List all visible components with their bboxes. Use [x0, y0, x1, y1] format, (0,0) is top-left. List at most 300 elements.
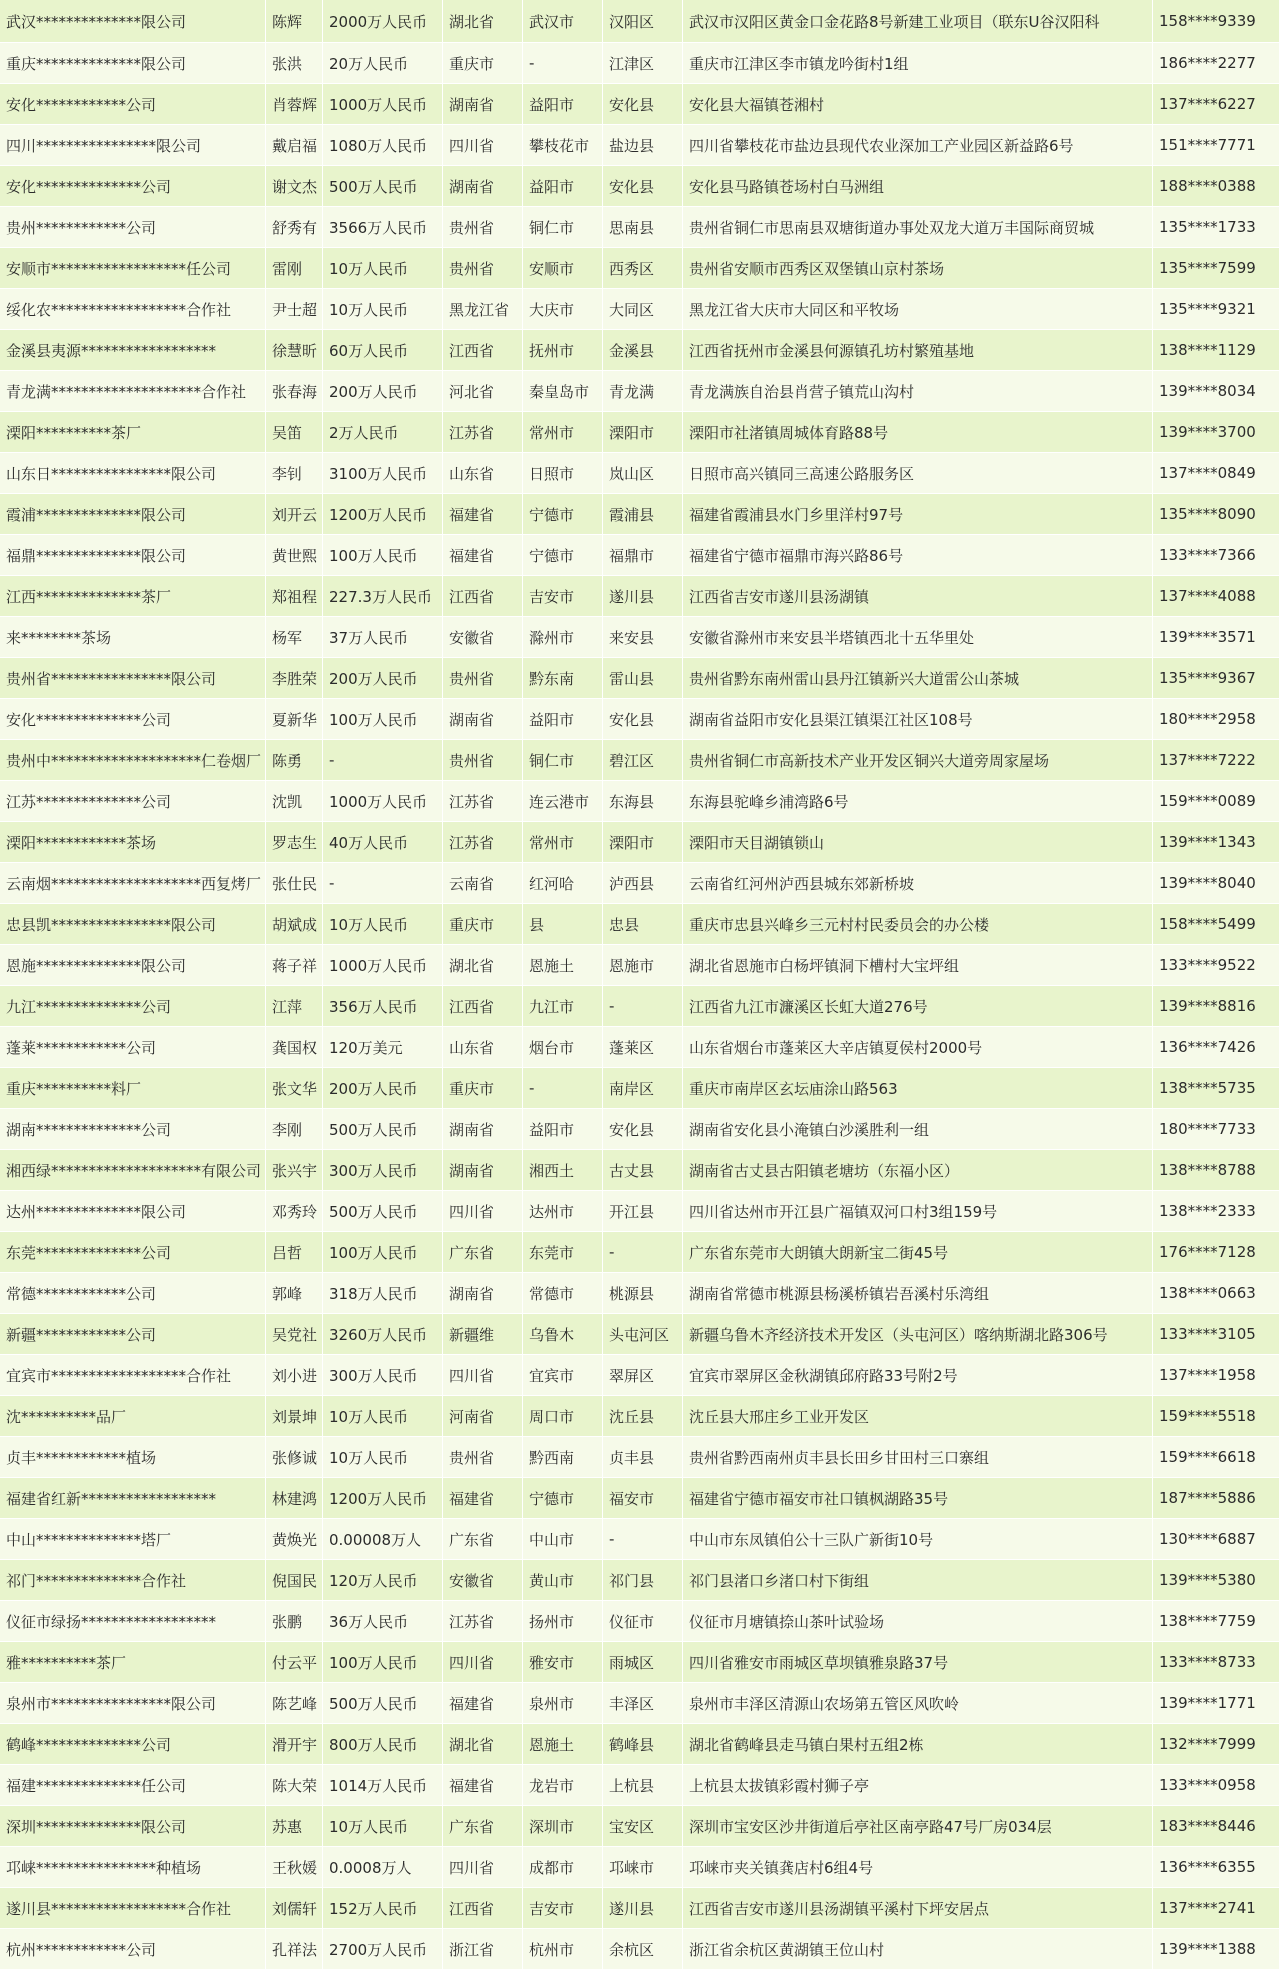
province-cell: 贵州省 — [443, 740, 523, 781]
phone-cell: 139****8816 — [1153, 986, 1280, 1027]
legal-person-cell: 张修诚 — [266, 1437, 323, 1478]
phone-cell: 137****6227 — [1153, 84, 1280, 125]
province-cell: 贵州省 — [443, 1437, 523, 1478]
district-cell: 遂川县 — [603, 576, 683, 617]
legal-person-cell: 林建鸿 — [266, 1478, 323, 1519]
district-cell: 泸西县 — [603, 863, 683, 904]
district-cell: 溧阳市 — [603, 412, 683, 453]
company-name-cell: 达州**************限公司 — [0, 1191, 266, 1232]
table-row — [0, 1068, 1280, 1109]
address-cell: 福建省宁德市福安市社口镇枫湖路35号 — [683, 1478, 1153, 1519]
address-cell: 贵州省黔西南州贞丰县长田乡甘田村三口寨组 — [683, 1437, 1153, 1478]
legal-person-cell: 罗志生 — [266, 822, 323, 863]
company-name-cell: 安顺市******************任公司 — [0, 248, 266, 289]
city-cell: 恩施土 — [523, 945, 603, 986]
district-cell: 宝安区 — [603, 1806, 683, 1847]
table-row — [0, 904, 1280, 945]
city-cell: 龙岩市 — [523, 1765, 603, 1806]
company-name-cell: 恩施**************限公司 — [0, 945, 266, 986]
company-name-cell: 来********茶场 — [0, 617, 266, 658]
province-cell: 四川省 — [443, 1355, 523, 1396]
district-cell: 岚山区 — [603, 453, 683, 494]
district-cell: 西秀区 — [603, 248, 683, 289]
address-cell: 贵州省铜仁市高新技术产业开发区铜兴大道旁周家屋场 — [683, 740, 1153, 781]
address-cell: 湖南省古丈县古阳镇老塘坊（东福小区） — [683, 1150, 1153, 1191]
table-row — [0, 453, 1280, 494]
province-cell: 新疆维 — [443, 1314, 523, 1355]
company-name-cell: 泉州市****************限公司 — [0, 1683, 266, 1724]
address-cell: 广东省东莞市大朗镇大朗新宝二街45号 — [683, 1232, 1153, 1273]
legal-person-cell: 刘开云 — [266, 494, 323, 535]
registered-capital-cell: 0.00008万人 — [323, 1519, 443, 1560]
phone-cell: 137****2741 — [1153, 1888, 1280, 1929]
registered-capital-cell: 1200万人民币 — [323, 1478, 443, 1519]
table-row — [0, 986, 1280, 1027]
table-row — [0, 699, 1280, 740]
table-row — [0, 1437, 1280, 1478]
company-name-cell: 祁门**************合作社 — [0, 1560, 266, 1601]
table-row — [0, 1396, 1280, 1437]
province-cell: 湖南省 — [443, 1273, 523, 1314]
phone-cell: 188****0388 — [1153, 166, 1280, 207]
phone-cell: 137****7222 — [1153, 740, 1280, 781]
phone-cell: 139****1771 — [1153, 1683, 1280, 1724]
district-cell: 大同区 — [603, 289, 683, 330]
district-cell: 沈丘县 — [603, 1396, 683, 1437]
registered-capital-cell: 60万人民币 — [323, 330, 443, 371]
province-cell: 河北省 — [443, 371, 523, 412]
phone-cell: 139****8040 — [1153, 863, 1280, 904]
address-cell: 重庆市南岸区玄坛庙涂山路563 — [683, 1068, 1153, 1109]
registered-capital-cell: 800万人民币 — [323, 1724, 443, 1765]
registered-capital-cell: 356万人民币 — [323, 986, 443, 1027]
district-cell: 碧江区 — [603, 740, 683, 781]
table-row — [0, 658, 1280, 699]
city-cell: 常州市 — [523, 412, 603, 453]
registered-capital-cell: 1080万人民币 — [323, 125, 443, 166]
province-cell: 贵州省 — [443, 207, 523, 248]
company-name-cell: 东莞**************公司 — [0, 1232, 266, 1273]
registered-capital-cell: 300万人民币 — [323, 1355, 443, 1396]
table-row — [0, 535, 1280, 576]
province-cell: 江西省 — [443, 330, 523, 371]
table-row — [0, 125, 1280, 166]
legal-person-cell: 戴启福 — [266, 125, 323, 166]
registered-capital-cell: 10万人民币 — [323, 289, 443, 330]
province-cell: 山东省 — [443, 453, 523, 494]
table-row — [0, 289, 1280, 330]
district-cell: 安化县 — [603, 84, 683, 125]
phone-cell: 180****7733 — [1153, 1109, 1280, 1150]
address-cell: 重庆市江津区李市镇龙吟街村1组 — [683, 43, 1153, 84]
province-cell: 浙江省 — [443, 1929, 523, 1970]
phone-cell: 138****0663 — [1153, 1273, 1280, 1314]
company-name-cell: 武汉**************限公司 — [0, 0, 266, 43]
address-cell: 云南省红河州泸西县城东郊新桥坡 — [683, 863, 1153, 904]
city-cell: 大庆市 — [523, 289, 603, 330]
city-cell: 达州市 — [523, 1191, 603, 1232]
phone-cell: 138****5735 — [1153, 1068, 1280, 1109]
province-cell: 江西省 — [443, 986, 523, 1027]
legal-person-cell: 郭峰 — [266, 1273, 323, 1314]
city-cell: 益阳市 — [523, 699, 603, 740]
district-cell: 江津区 — [603, 43, 683, 84]
phone-cell: 135****7599 — [1153, 248, 1280, 289]
phone-cell: 180****2958 — [1153, 699, 1280, 740]
phone-cell: 130****6887 — [1153, 1519, 1280, 1560]
registered-capital-cell: 10万人民币 — [323, 904, 443, 945]
company-name-cell: 江苏**************公司 — [0, 781, 266, 822]
district-cell: 雨城区 — [603, 1642, 683, 1683]
company-name-cell: 山东日****************限公司 — [0, 453, 266, 494]
legal-person-cell: 陈大荣 — [266, 1765, 323, 1806]
legal-person-cell: 张兴宇 — [266, 1150, 323, 1191]
phone-cell: 139****3700 — [1153, 412, 1280, 453]
province-cell: 湖南省 — [443, 84, 523, 125]
company-name-cell: 江西**************茶厂 — [0, 576, 266, 617]
company-name-cell: 邛崃****************种植场 — [0, 1847, 266, 1888]
address-cell: 浙江省余杭区黄湖镇王位山村 — [683, 1929, 1153, 1970]
phone-cell: 133****7366 — [1153, 535, 1280, 576]
address-cell: 四川省攀枝花市盐边县现代农业深加工产业园区新益路6号 — [683, 125, 1153, 166]
phone-cell: 158****5499 — [1153, 904, 1280, 945]
address-cell: 新疆乌鲁木齐经济技术开发区（头屯河区）喀纳斯湖北路306号 — [683, 1314, 1153, 1355]
company-name-cell: 雅**********茶厂 — [0, 1642, 266, 1683]
district-cell: - — [603, 986, 683, 1027]
registered-capital-cell: 10万人民币 — [323, 1806, 443, 1847]
phone-cell: 135****9367 — [1153, 658, 1280, 699]
legal-person-cell: 刘景坤 — [266, 1396, 323, 1437]
company-name-cell: 贵州省****************限公司 — [0, 658, 266, 699]
company-name-cell: 宜宾市******************合作社 — [0, 1355, 266, 1396]
address-cell: 贵州省安顺市西秀区双堡镇山京村茶场 — [683, 248, 1153, 289]
table-row — [0, 822, 1280, 863]
registered-capital-cell: 1000万人民币 — [323, 84, 443, 125]
company-name-cell: 深圳**************限公司 — [0, 1806, 266, 1847]
company-name-cell: 湖南**************公司 — [0, 1109, 266, 1150]
phone-cell: 187****5886 — [1153, 1478, 1280, 1519]
phone-cell: 138****8788 — [1153, 1150, 1280, 1191]
address-cell: 上杭县太拔镇彩霞村狮子亭 — [683, 1765, 1153, 1806]
city-cell: 黄山市 — [523, 1560, 603, 1601]
address-cell: 福建省霞浦县水门乡里洋村97号 — [683, 494, 1153, 535]
legal-person-cell: 吴笛 — [266, 412, 323, 453]
legal-person-cell: 张春海 — [266, 371, 323, 412]
district-cell: 忠县 — [603, 904, 683, 945]
address-cell: 安徽省滁州市来安县半塔镇西北十五华里处 — [683, 617, 1153, 658]
company-name-cell: 蓬莱************公司 — [0, 1027, 266, 1068]
registered-capital-cell: 3100万人民币 — [323, 453, 443, 494]
company-name-cell: 忠县凯****************限公司 — [0, 904, 266, 945]
address-cell: 江西省吉安市遂川县汤湖镇平溪村下坪安居点 — [683, 1888, 1153, 1929]
phone-cell: 135****9321 — [1153, 289, 1280, 330]
province-cell: 广东省 — [443, 1232, 523, 1273]
address-cell: 邛崃市夹关镇龚店村6组4号 — [683, 1847, 1153, 1888]
legal-person-cell: 刘小进 — [266, 1355, 323, 1396]
legal-person-cell: 孔祥法 — [266, 1929, 323, 1970]
table-row — [0, 1355, 1280, 1396]
registered-capital-cell: 1200万人民币 — [323, 494, 443, 535]
table-row — [0, 1601, 1280, 1642]
address-cell: 东海县驼峰乡浦湾路6号 — [683, 781, 1153, 822]
legal-person-cell: 张仕民 — [266, 863, 323, 904]
registered-capital-cell: 500万人民币 — [323, 1683, 443, 1724]
table-row — [0, 945, 1280, 986]
registered-capital-cell: 2700万人民币 — [323, 1929, 443, 1970]
city-cell: 扬州市 — [523, 1601, 603, 1642]
city-cell: 深圳市 — [523, 1806, 603, 1847]
city-cell: 黔东南 — [523, 658, 603, 699]
registered-capital-cell: 500万人民币 — [323, 166, 443, 207]
address-cell: 武汉市汉阳区黄金口金花路8号新建工业项目（联东U谷汉阳科 — [683, 0, 1153, 43]
address-cell: 溧阳市天目湖镇锁山 — [683, 822, 1153, 863]
phone-cell: 138****2333 — [1153, 1191, 1280, 1232]
table-row — [0, 330, 1280, 371]
phone-cell: 136****6355 — [1153, 1847, 1280, 1888]
address-cell: 湖南省益阳市安化县渠江镇渠江社区108号 — [683, 699, 1153, 740]
phone-cell: 139****5380 — [1153, 1560, 1280, 1601]
legal-person-cell: 雷刚 — [266, 248, 323, 289]
district-cell: 盐边县 — [603, 125, 683, 166]
province-cell: 山东省 — [443, 1027, 523, 1068]
legal-person-cell: 倪国民 — [266, 1560, 323, 1601]
legal-person-cell: 谢文杰 — [266, 166, 323, 207]
legal-person-cell: 陈辉 — [266, 0, 323, 43]
phone-cell: 159****0089 — [1153, 781, 1280, 822]
district-cell: 邛崃市 — [603, 1847, 683, 1888]
table-row — [0, 248, 1280, 289]
city-cell: 泉州市 — [523, 1683, 603, 1724]
registered-capital-cell: 100万人民币 — [323, 1642, 443, 1683]
province-cell: 安徽省 — [443, 1560, 523, 1601]
province-cell: 福建省 — [443, 1478, 523, 1519]
legal-person-cell: 舒秀有 — [266, 207, 323, 248]
table-row — [0, 617, 1280, 658]
company-name-cell: 安化**************公司 — [0, 166, 266, 207]
legal-person-cell: 李刚 — [266, 1109, 323, 1150]
province-cell: 湖南省 — [443, 1109, 523, 1150]
registered-capital-cell: 3260万人民币 — [323, 1314, 443, 1355]
district-cell: 思南县 — [603, 207, 683, 248]
province-cell: 福建省 — [443, 535, 523, 576]
city-cell: 吉安市 — [523, 1888, 603, 1929]
legal-person-cell: 徐慧昕 — [266, 330, 323, 371]
registered-capital-cell: 200万人民币 — [323, 1068, 443, 1109]
registered-capital-cell: 10万人民币 — [323, 1396, 443, 1437]
district-cell: 祁门县 — [603, 1560, 683, 1601]
phone-cell: 136****7426 — [1153, 1027, 1280, 1068]
address-cell: 四川省达州市开江县广福镇双河口村3组159号 — [683, 1191, 1153, 1232]
district-cell: 桃源县 — [603, 1273, 683, 1314]
district-cell: 青龙满 — [603, 371, 683, 412]
district-cell: 开江县 — [603, 1191, 683, 1232]
legal-person-cell: 张鹏 — [266, 1601, 323, 1642]
city-cell: - — [523, 43, 603, 84]
city-cell: 中山市 — [523, 1519, 603, 1560]
province-cell: 江西省 — [443, 576, 523, 617]
city-cell: 攀枝花市 — [523, 125, 603, 166]
district-cell: 遂川县 — [603, 1888, 683, 1929]
address-cell: 中山市东凤镇伯公十三队广新街10号 — [683, 1519, 1153, 1560]
legal-person-cell: 江萍 — [266, 986, 323, 1027]
district-cell: 蓬莱区 — [603, 1027, 683, 1068]
province-cell: 云南省 — [443, 863, 523, 904]
registered-capital-cell: 100万人民币 — [323, 699, 443, 740]
company-name-cell: 新疆************公司 — [0, 1314, 266, 1355]
city-cell: 烟台市 — [523, 1027, 603, 1068]
legal-person-cell: 吴党社 — [266, 1314, 323, 1355]
province-cell: 湖北省 — [443, 0, 523, 43]
registered-capital-cell: 200万人民币 — [323, 658, 443, 699]
province-cell: 湖北省 — [443, 945, 523, 986]
city-cell: 益阳市 — [523, 1109, 603, 1150]
address-cell: 日照市高兴镇同三高速公路服务区 — [683, 453, 1153, 494]
phone-cell: 183****8446 — [1153, 1806, 1280, 1847]
phone-cell: 186****2277 — [1153, 43, 1280, 84]
table-row — [0, 1560, 1280, 1601]
province-cell: 湖南省 — [443, 166, 523, 207]
address-cell: 泉州市丰泽区清源山农场第五管区风吹岭 — [683, 1683, 1153, 1724]
district-cell: 福安市 — [603, 1478, 683, 1519]
address-cell: 江西省九江市濂溪区长虹大道276号 — [683, 986, 1153, 1027]
province-cell: 河南省 — [443, 1396, 523, 1437]
city-cell: 九江市 — [523, 986, 603, 1027]
district-cell: 南岸区 — [603, 1068, 683, 1109]
table-row — [0, 1478, 1280, 1519]
legal-person-cell: 尹士超 — [266, 289, 323, 330]
district-cell: 溧阳市 — [603, 822, 683, 863]
address-cell: 福建省宁德市福鼎市海兴路86号 — [683, 535, 1153, 576]
phone-cell: 139****1343 — [1153, 822, 1280, 863]
district-cell: 安化县 — [603, 166, 683, 207]
province-cell: 江苏省 — [443, 412, 523, 453]
city-cell: 湘西土 — [523, 1150, 603, 1191]
table-row — [0, 166, 1280, 207]
province-cell: 江西省 — [443, 1888, 523, 1929]
province-cell: 湖南省 — [443, 1150, 523, 1191]
province-cell: 福建省 — [443, 1683, 523, 1724]
city-cell: 雅安市 — [523, 1642, 603, 1683]
legal-person-cell: 李胜荣 — [266, 658, 323, 699]
province-cell: 重庆市 — [443, 904, 523, 945]
registered-capital-cell: 120万美元 — [323, 1027, 443, 1068]
address-cell: 贵州省铜仁市思南县双塘街道办事处双龙大道万丰国际商贸城 — [683, 207, 1153, 248]
table-row — [0, 371, 1280, 412]
company-name-cell: 杭州************公司 — [0, 1929, 266, 1970]
company-name-cell: 湘西绿********************有限公司 — [0, 1150, 266, 1191]
registered-capital-cell: 36万人民币 — [323, 1601, 443, 1642]
city-cell: 益阳市 — [523, 166, 603, 207]
company-name-cell: 云南烟********************西复烤厂 — [0, 863, 266, 904]
legal-person-cell: 王秋媛 — [266, 1847, 323, 1888]
district-cell: 安化县 — [603, 699, 683, 740]
legal-person-cell: 陈艺峰 — [266, 1683, 323, 1724]
legal-person-cell: 苏惠 — [266, 1806, 323, 1847]
city-cell: 铜仁市 — [523, 207, 603, 248]
province-cell: 四川省 — [443, 1191, 523, 1232]
city-cell: 县 — [523, 904, 603, 945]
phone-cell: 133****0958 — [1153, 1765, 1280, 1806]
city-cell: 常州市 — [523, 822, 603, 863]
city-cell: 乌鲁木 — [523, 1314, 603, 1355]
legal-person-cell: 邓秀玲 — [266, 1191, 323, 1232]
company-name-cell: 霞浦**************限公司 — [0, 494, 266, 535]
legal-person-cell: 滑开宇 — [266, 1724, 323, 1765]
address-cell: 四川省雅安市雨城区草坝镇雅泉路37号 — [683, 1642, 1153, 1683]
city-cell: 连云港市 — [523, 781, 603, 822]
city-cell: 红河哈 — [523, 863, 603, 904]
company-name-cell: 安化************公司 — [0, 84, 266, 125]
registered-capital-cell: 3566万人民币 — [323, 207, 443, 248]
phone-cell: 137****4088 — [1153, 576, 1280, 617]
province-cell: 四川省 — [443, 125, 523, 166]
legal-person-cell: 夏新华 — [266, 699, 323, 740]
registered-capital-cell: - — [323, 863, 443, 904]
city-cell: 宁德市 — [523, 535, 603, 576]
company-name-cell: 贵州************公司 — [0, 207, 266, 248]
registered-capital-cell: 10万人民币 — [323, 1437, 443, 1478]
district-cell: 上杭县 — [603, 1765, 683, 1806]
table-row — [0, 1642, 1280, 1683]
table-row — [0, 1273, 1280, 1314]
city-cell: 吉安市 — [523, 576, 603, 617]
city-cell: 铜仁市 — [523, 740, 603, 781]
city-cell: 恩施土 — [523, 1724, 603, 1765]
legal-person-cell: 陈勇 — [266, 740, 323, 781]
province-cell: 江苏省 — [443, 781, 523, 822]
city-cell: 武汉市 — [523, 0, 603, 43]
phone-cell: 133****3105 — [1153, 1314, 1280, 1355]
city-cell: 宁德市 — [523, 494, 603, 535]
phone-cell: 158****9339 — [1153, 0, 1280, 43]
phone-cell: 151****7771 — [1153, 125, 1280, 166]
address-cell: 仪征市月塘镇捺山茶叶试验场 — [683, 1601, 1153, 1642]
district-cell: 贞丰县 — [603, 1437, 683, 1478]
registered-capital-cell: 10万人民币 — [323, 248, 443, 289]
district-cell: 来安县 — [603, 617, 683, 658]
address-cell: 贵州省黔东南州雷山县丹江镇新兴大道雷公山茶城 — [683, 658, 1153, 699]
city-cell: 成都市 — [523, 1847, 603, 1888]
legal-person-cell: 张文华 — [266, 1068, 323, 1109]
address-cell: 黑龙江省大庆市大同区和平牧场 — [683, 289, 1153, 330]
address-cell: 青龙满族自治县肖营子镇荒山沟村 — [683, 371, 1153, 412]
district-cell: - — [603, 1232, 683, 1273]
district-cell: 安化县 — [603, 1109, 683, 1150]
registered-capital-cell: 2万人民币 — [323, 412, 443, 453]
province-cell: 湖南省 — [443, 699, 523, 740]
table-row — [0, 1027, 1280, 1068]
district-cell: 东海县 — [603, 781, 683, 822]
phone-cell: 159****6618 — [1153, 1437, 1280, 1478]
registered-capital-cell: 1000万人民币 — [323, 781, 443, 822]
table-row — [0, 1109, 1280, 1150]
address-cell: 湖北省恩施市白杨坪镇洞下槽村大宝坪组 — [683, 945, 1153, 986]
table-row — [0, 1519, 1280, 1560]
province-cell: 江苏省 — [443, 1601, 523, 1642]
province-cell: 福建省 — [443, 494, 523, 535]
registered-capital-cell: 1000万人民币 — [323, 945, 443, 986]
registered-capital-cell: 1014万人民币 — [323, 1765, 443, 1806]
province-cell: 广东省 — [443, 1806, 523, 1847]
city-cell: 益阳市 — [523, 84, 603, 125]
legal-person-cell: 付云平 — [266, 1642, 323, 1683]
company-name-cell: 溧阳**********茶厂 — [0, 412, 266, 453]
registered-capital-cell: 120万人民币 — [323, 1560, 443, 1601]
district-cell: 丰泽区 — [603, 1683, 683, 1724]
registered-capital-cell: 40万人民币 — [323, 822, 443, 863]
registered-capital-cell: 37万人民币 — [323, 617, 443, 658]
registered-capital-cell: - — [323, 740, 443, 781]
